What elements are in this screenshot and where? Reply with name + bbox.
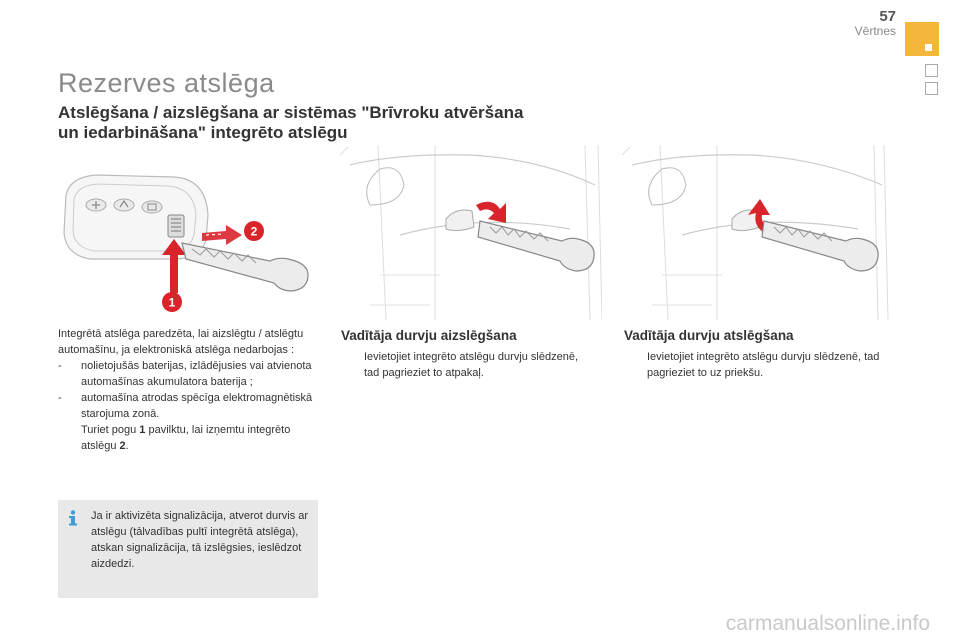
- list-item-text: automašīna atrodas spēcīga elektromagnētiskā starojuma zonā.: [81, 392, 313, 420]
- lock-heading: Vadītāja durvju aizslēgšana: [341, 328, 517, 343]
- section-tab-active[interactable]: [905, 22, 939, 56]
- door-lower-lines: [370, 275, 440, 305]
- instruction-text: .: [125, 440, 129, 452]
- instruction-item: [58, 422, 320, 454]
- turn-back-arrow-icon: [476, 202, 506, 223]
- mirror-outline: [649, 168, 686, 205]
- callout-2-label: 2: [250, 224, 258, 239]
- subtitle-line: un iedarbināšana" integrēto atslēgu: [58, 123, 348, 142]
- unlock-heading: Vadītāja durvju atslēgšana: [624, 328, 794, 343]
- door-handle-icon: [446, 210, 474, 231]
- page-number: 57: [879, 8, 896, 25]
- mirror-outline: [367, 168, 404, 205]
- list-item-text: nolietojušās baterijas, izlādējusies vai atvienota automašīnas akumulatora baterija ;: [81, 360, 312, 388]
- list-item: [58, 390, 320, 422]
- lock-instruction: [341, 349, 594, 381]
- door-lower-lines: [652, 275, 722, 305]
- integrated-key-icon: [762, 221, 878, 271]
- list-mark: -: [58, 360, 62, 372]
- integrated-key-icon: [478, 221, 594, 271]
- tab-marker-icon: [925, 44, 932, 51]
- unlock-instruction: [624, 349, 887, 381]
- info-text: Ja ir aktivizēta signalizācija, atverot durvis ar atslēgu (tālvadības pultī integrētā atslēga), atskan signalizācija, tā izslēgsies, ieslēdzot aizdedzi.: [91, 510, 309, 570]
- page-title: Rezerves atslēga: [58, 68, 275, 98]
- door-panel-lines: [340, 145, 602, 320]
- instruction-bold: 1: [139, 424, 146, 436]
- release-button: [168, 215, 184, 237]
- window-line: [350, 155, 595, 185]
- list-item: [58, 358, 320, 390]
- callout-1-label: 1: [168, 295, 176, 310]
- list-mark: -: [58, 392, 62, 404]
- section-tab[interactable]: [925, 82, 938, 95]
- window-line: [632, 155, 882, 185]
- door-unlock-illustration: [622, 145, 890, 320]
- fob-button-icon: [142, 201, 162, 213]
- info-icon: [66, 510, 80, 526]
- section-name: Vērtnes: [854, 24, 896, 38]
- lock-instruction-text: Ievietojiet integrēto atslēgu durvju slēdzenē, tad pagrieziet to atpakaļ.: [364, 351, 579, 379]
- door-lock-illustration: [340, 145, 602, 320]
- integrated-key-icon: [182, 243, 308, 291]
- section-tab[interactable]: [925, 64, 938, 77]
- intro-text: [58, 326, 320, 454]
- instruction-text: Turiet pogu: [81, 424, 140, 436]
- section-subtitle: [58, 103, 618, 143]
- key-fob-illustration: [56, 155, 328, 315]
- instruction-text: pavilktu, lai izņemtu integrēto atslēgu: [81, 424, 291, 452]
- subtitle-line: Atslēgšana / aizslēgšana ar sistēmas "Brīvroku atvēršana: [58, 103, 524, 122]
- intro-paragraph: Integrētā atslēga paredzēta, lai aizslēgtu / atslēgtu automašīnu, ja elektroniskā atslēga nedarbojas :: [58, 328, 304, 356]
- info-box: [58, 500, 318, 598]
- door-panel-lines: [622, 145, 888, 320]
- unlock-instruction-text: Ievietojiet integrēto atslēgu durvju slēdzenē, tad pagrieziet to uz priekšu.: [647, 351, 880, 379]
- watermark: carmanualsonline.info: [725, 612, 930, 635]
- instruction-bold: 2: [119, 440, 126, 452]
